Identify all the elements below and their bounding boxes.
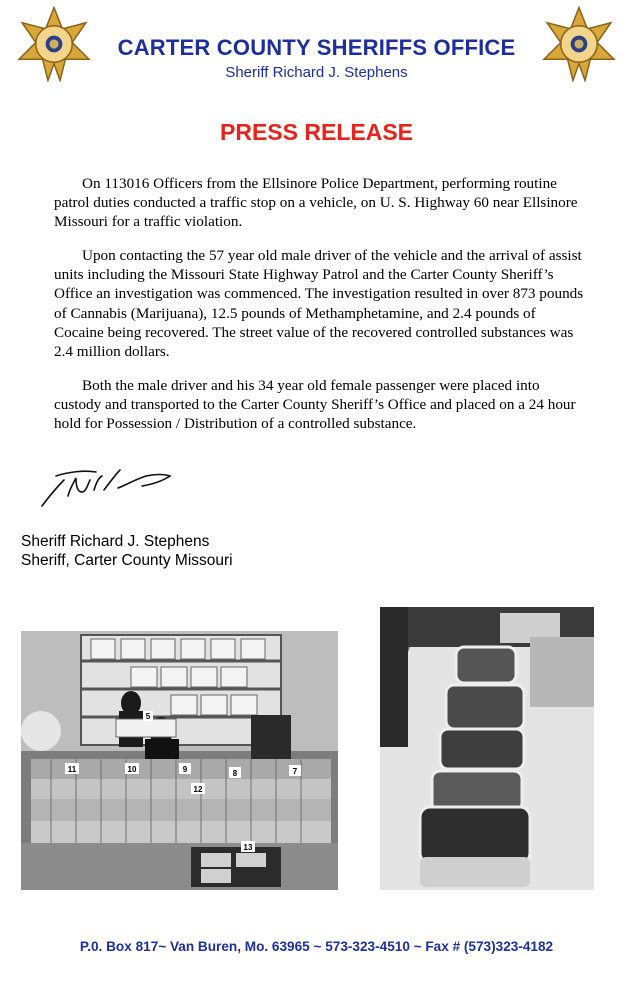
- signatory-title: Sheriff, Carter County Missouri: [21, 552, 233, 569]
- evidence-marker: 11: [67, 765, 77, 774]
- evidence-photo-bales: [21, 631, 338, 890]
- evidence-marker: 7: [292, 767, 298, 776]
- evidence-marker: 5: [145, 712, 151, 721]
- release-paragraph-2: Upon contacting the 57 year old male driver of the vehicle and the arrival of assist units including the Missouri State Highway Patrol and the Carter County Sheriff’s Office an investigation was commenced. The investigation resulted in over 873 pounds of Cannabis (Marijuana), 12.5 pounds of Methamphetamine, and 2.4 pounds of Cocaine being recovered. The street value of the recovered controlled substances was 2.4 million dollars.: [54, 247, 584, 361]
- release-paragraph-3: Both the male driver and his 34 year old female passenger were placed into custody and transported to the Carter County Sheriff’s Office and placed on a 24 hour hold for Possession / Distribution of a controlled substance.: [54, 377, 576, 433]
- evidence-marker: 8: [232, 769, 238, 778]
- signatory-name: Sheriff Richard J. Stephens: [21, 533, 210, 550]
- evidence-marker: 10: [127, 765, 137, 774]
- handwritten-signature: [38, 462, 178, 510]
- footer-contact: P.0. Box 817~ Van Buren, Mo. 63965 ~ 573-323-4510 ~ Fax # (573)323-4182: [79, 939, 554, 954]
- evidence-marker: 12: [193, 785, 203, 794]
- office-title: CARTER COUNTY SHERIFFS OFFICE: [117, 35, 516, 60]
- sheriff-subtitle: Sheriff Richard J. Stephens: [225, 64, 408, 81]
- press-release-title: PRESS RELEASE: [220, 119, 413, 145]
- evidence-marker: 13: [243, 843, 253, 852]
- release-paragraph-1: On 113016 Officers from the Ellsinore Police Department, performing routine patrol duties conducted a traffic stop on a vehicle, on U. S. Highway 60 near Ellsinore Missouri for a traffic violation.: [54, 175, 578, 231]
- evidence-marker: 9: [182, 765, 188, 774]
- evidence-photo-packages: [380, 607, 594, 890]
